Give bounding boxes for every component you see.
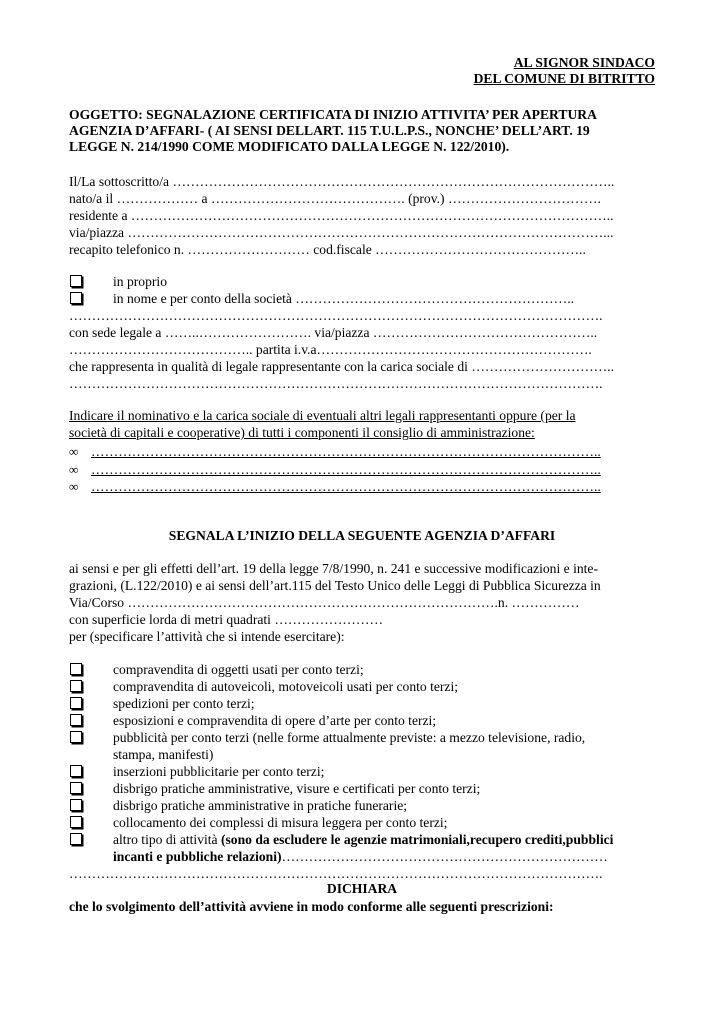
activity-label-10 [113, 832, 613, 848]
checkbox-icon[interactable] [70, 799, 82, 811]
role-dots-field[interactable]: ………………………………………………………………………………………………………. [69, 376, 603, 391]
declaration-text-1: ai sensi e per gli effetti dell’art. 19 della legge 7/8/1990, n. 241 e successive modificazioni e inte- [69, 561, 598, 576]
activity-label-2: compravendita di autoveicoli, motoveicoli usati per conto terzi; [113, 679, 459, 694]
vat-field[interactable]: ………………………………….. partita i.v.a……………………………………………………. [69, 342, 592, 357]
birth-field[interactable]: nato/a il ……………… a ……………………………………. (prov.) ……………………………. [69, 191, 601, 206]
checkbox-activity-10[interactable] [70, 832, 82, 848]
role-field[interactable]: che rappresenta in qualità di legale rappresentante con la carica sociale di ………………………….. [69, 359, 615, 374]
activity-label-1: compravendita di oggetti usati per conto terzi; [113, 662, 364, 677]
subject-line-1: OGGETTO: SEGNALAZIONE CERTIFICATA DI INIZIO ATTIVITA’ PER APERTURA [69, 107, 597, 122]
other-activity-label: altro tipo di attività [113, 832, 221, 847]
company-dots-field[interactable]: ………………………………………………………………………………………………………. [69, 308, 603, 323]
checkbox-activity-5[interactable] [70, 730, 82, 746]
checkbox-activity-9[interactable] [70, 815, 82, 831]
infinity-bullet-icon: ∞ [69, 444, 79, 459]
other-activity-dots[interactable]: ……………………………………………………………… [281, 849, 608, 864]
representative-field-1[interactable]: ………………………………………………………………………………………………….. [91, 444, 601, 459]
recipient-line-1: AL SIGNOR SINDACO [513, 55, 655, 70]
activity-label-6: inserzioni pubblicitarie per conto terzi; [113, 764, 325, 779]
surface-field[interactable]: con superficie lorda di metri quadrati …………………… [69, 612, 384, 627]
checkbox-activity-2[interactable] [70, 679, 82, 695]
seat-field[interactable]: con sede legale a ……..……………………. via/piazza ………………………………………….. [69, 325, 598, 340]
checkbox-icon[interactable] [70, 292, 82, 304]
activity-instruction: per (specificare l’attività che si intende esercitare): [69, 629, 345, 644]
checkbox-company[interactable] [70, 291, 82, 307]
checkbox-icon[interactable] [70, 816, 82, 828]
representatives-instruction-2: società di capitali e cooperative) di tutti i componenti il consiglio di amministrazione: [69, 425, 535, 440]
other-activity-exclusions: (sono da escludere le agenzie matrimoniali,recupero crediti,pubblici [220, 832, 614, 847]
activity-label-8: disbrigo pratiche amministrative in pratiche funerarie; [113, 798, 408, 813]
checkbox-activity-4[interactable] [70, 713, 82, 729]
infinity-bullet-icon: ∞ [69, 462, 79, 477]
representative-field-2[interactable]: ………………………………………………………………………………………………….. [91, 462, 601, 477]
other-activity-line-2[interactable] [113, 849, 608, 865]
checkbox-icon[interactable] [70, 731, 82, 743]
phone-fiscal-field[interactable]: recapito telefonico n. ……………………… cod.fiscale ……………………………………….. [69, 242, 586, 257]
checkbox-icon[interactable] [70, 275, 82, 287]
checkbox-icon[interactable] [70, 680, 82, 692]
street-field[interactable]: via/piazza ……………………………………………………………………………………………... [69, 225, 614, 240]
infinity-bullet-icon: ∞ [69, 479, 79, 494]
dichiara-text: che lo svolgimento dell’attività avviene in modo conforme alle seguenti prescrizioni: [69, 899, 554, 914]
residence-field[interactable]: residente a …………………………………………………………………………………………….. [69, 208, 614, 223]
segnala-heading: SEGNALA L’INIZIO DELLA SEGUENTE AGENZIA D’AFFARI [168, 528, 556, 543]
dichiara-heading: DICHIARA [326, 881, 398, 896]
subject-line-3: LEGGE N. 214/1990 COME MODIFICATO DALLA LEGGE N. 122/2010). [69, 139, 510, 154]
checkbox-activity-8[interactable] [70, 798, 82, 814]
checkbox-icon[interactable] [70, 697, 82, 709]
checkbox-activity-1[interactable] [70, 662, 82, 678]
other-activity-field[interactable]: ………………………………………………………………………………………………………. [69, 866, 603, 881]
representatives-instruction-1: Indicare il nominativo e la carica sociale di eventuali altri legali rappresentanti oppure (per la [69, 408, 576, 423]
checkbox-icon[interactable] [70, 765, 82, 777]
checkbox-icon[interactable] [70, 782, 82, 794]
recipient-line-2: DEL COMUNE DI BITRITTO [473, 71, 655, 86]
representative-field-3[interactable]: ………………………………………………………………………………………………….. [91, 479, 601, 494]
checkbox-icon[interactable] [70, 663, 82, 675]
checkbox-activity-6[interactable] [70, 764, 82, 780]
checkbox-activity-3[interactable] [70, 696, 82, 712]
via-corso-field[interactable]: Via/Corso ……………………………………………………………………….n. …………… [69, 595, 580, 610]
option-company-label: in nome e per conto della società …………………………………………………….. [113, 291, 574, 306]
checkbox-activity-7[interactable] [70, 781, 82, 797]
applicant-name-field[interactable]: Il/La sottoscritto/a …………………………………………………………………………………….. [69, 174, 615, 189]
other-activity-exclusions-2: incanti e pubbliche relazioni) [113, 849, 282, 864]
activity-label-5-continued: stampa, manifesti) [113, 747, 214, 762]
activity-label-7: disbrigo pratiche amministrative, visure e certificati per conto terzi; [113, 781, 481, 796]
option-own-label: in proprio [113, 274, 167, 289]
declaration-text-2: grazioni, (L.122/2010) e ai sensi dell’art.115 del Testo Unico delle Leggi di Pubblica Sicurezza in [69, 578, 601, 593]
checkbox-icon[interactable] [70, 714, 82, 726]
activity-label-5: pubblicità per conto terzi (nelle forme attualmente previste: a mezzo televisione, radio, [113, 730, 586, 745]
activity-label-9: collocamento dei complessi di misura leggera per conto terzi; [113, 815, 448, 830]
activity-label-4: esposizioni e compravendita di opere d’arte per conto terzi; [113, 713, 437, 728]
checkbox-own[interactable] [70, 274, 82, 290]
checkbox-icon[interactable] [70, 833, 82, 845]
subject-line-2: AGENZIA D’AFFARI- ( AI SENSI DELLART. 115 T.U.L.P.S., NONCHE’ DELL’ART. 19 [69, 123, 590, 138]
activity-label-3: spedizioni per conto terzi; [113, 696, 255, 711]
